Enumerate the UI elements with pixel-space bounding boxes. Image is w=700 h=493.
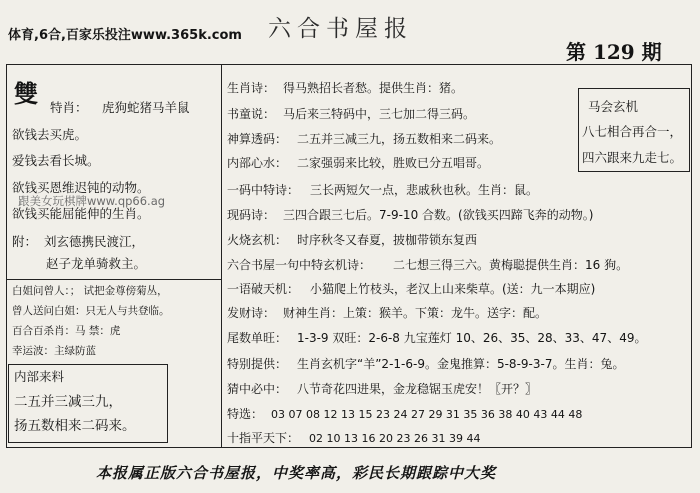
newspaper-title: 六合书屋报 bbox=[268, 16, 413, 42]
row-text: 小猫爬上竹枝头，老汉上山来柴草。(送：九一本期应) bbox=[310, 282, 596, 296]
inner-info-title: 内部来料 bbox=[14, 369, 65, 384]
row-text: 三长两短欠一点，悲戚秋也秋。生肖：鼠。 bbox=[310, 183, 539, 197]
row-label: 火烧玄机： bbox=[227, 233, 288, 247]
inner-info-line-2: 扬五数相来二码来。 bbox=[14, 418, 136, 434]
row-label: 猜中必中： bbox=[227, 382, 288, 396]
row-label: 一码中特诗： bbox=[227, 183, 300, 197]
bai-line-1: 白姐问曾人：； 试把金尊傍菊丛， bbox=[12, 285, 168, 297]
row-text: 03 07 08 12 13 15 23 24 27 29 31 35 36 38 40 43 44 48 bbox=[271, 408, 583, 421]
row-label: 神算透码： bbox=[227, 132, 288, 146]
left-line-2: 爱钱去看长城。 bbox=[12, 153, 100, 168]
row-label: 发财诗： bbox=[227, 306, 276, 320]
header-slogan: 体育,6合,百家乐投注www.365k.com bbox=[8, 28, 242, 43]
row-text: 财神生肖：上策：猴羊。下策：龙牛。送字：配。 bbox=[283, 306, 548, 320]
watermark-text: 跟美女玩棋牌www.qp66.ag bbox=[18, 194, 166, 208]
row-label: 现码诗： bbox=[227, 208, 276, 222]
bai-line-4: 幸运波：主绿防蓝 bbox=[12, 345, 96, 357]
row-label: 书童说： bbox=[227, 107, 276, 121]
row-label: 十指平天下： bbox=[227, 431, 300, 445]
row-label: 特选： bbox=[227, 407, 264, 421]
left-line-3: 欲钱买恩维迟钝的动物。 bbox=[12, 180, 150, 195]
row-text: 时序秋冬又春夏，披枷带锁东复西 bbox=[297, 233, 478, 247]
row-text: 二五并三减三九，扬五数相来二码来。 bbox=[297, 132, 502, 146]
row-text: 马后来三特码中，三七加二得三码。 bbox=[283, 107, 476, 121]
row-label: 特别提供： bbox=[227, 357, 288, 371]
inner-info-line-1: 二五并三减三九， bbox=[14, 394, 122, 410]
footer-slogan: 本报属正版六合书屋报，中奖率高，彩民长期跟踪中大奖 bbox=[96, 464, 497, 482]
bai-line-3: 百合百杀肖：马 禁：虎 bbox=[12, 325, 121, 337]
left-line-4: 欲钱买能屈能伸的生肖。 bbox=[12, 206, 150, 221]
row-label: 一语破天机： bbox=[227, 282, 300, 296]
row-text: 三四合跟三七后。7-9-10 合数。(欲钱买四蹄飞奔的动物。) bbox=[283, 208, 594, 222]
row-label: 内部心水： bbox=[227, 156, 288, 170]
row-label: 六合书屋一句中特玄机诗： bbox=[227, 258, 372, 272]
row-text: 二七想三得三六。黄梅聪提供生肖：16 狗。 bbox=[393, 258, 629, 272]
zodiac-value: 虎狗蛇猪马羊鼠 bbox=[102, 100, 190, 115]
attach-label: 附： bbox=[12, 234, 38, 249]
horse-club-line-1: 八七相合再合一， bbox=[582, 124, 683, 139]
row-text: 八节奇花四进果，金龙稳锯玉虎安！〖开？〗 bbox=[297, 382, 538, 396]
left-divider bbox=[6, 279, 221, 280]
big-character: 雙 bbox=[14, 79, 38, 108]
left-line-1: 欲钱去买虎。 bbox=[12, 127, 88, 142]
issue-number: 第 129 期 bbox=[566, 40, 662, 64]
attach-line-1: 刘玄德携民渡江， bbox=[44, 234, 145, 249]
row-label: 生肖诗： bbox=[227, 81, 276, 95]
row-text: 02 10 13 16 20 23 26 31 39 44 bbox=[309, 432, 481, 445]
row-text: 生肖玄机字“羊”2-1-6-9。金鬼推算：5-8-9-3-7。生肖：兔。 bbox=[297, 357, 625, 371]
row-text: 1-3-9 双旺：2-6-8 九宝莲灯 10、26、35、28、33、47、49。 bbox=[297, 331, 647, 345]
zodiac-label: 特肖： bbox=[50, 100, 88, 115]
attach-line-2: 赵子龙单骑救主。 bbox=[46, 256, 147, 271]
row-text: 二家强弱来比较，胜败已分五唱哥。 bbox=[297, 156, 490, 170]
row-text: 得马熟招长者愁。提供生肖：猪。 bbox=[283, 81, 464, 95]
bai-line-2: 曾人送问白姐：只无人与共登临。 bbox=[12, 305, 170, 317]
row-label: 尾数单旺： bbox=[227, 331, 288, 345]
horse-club-title: 马会玄机 bbox=[588, 99, 639, 114]
column-divider bbox=[221, 64, 222, 448]
horse-club-line-2: 四六跟来九走七。 bbox=[582, 150, 683, 165]
